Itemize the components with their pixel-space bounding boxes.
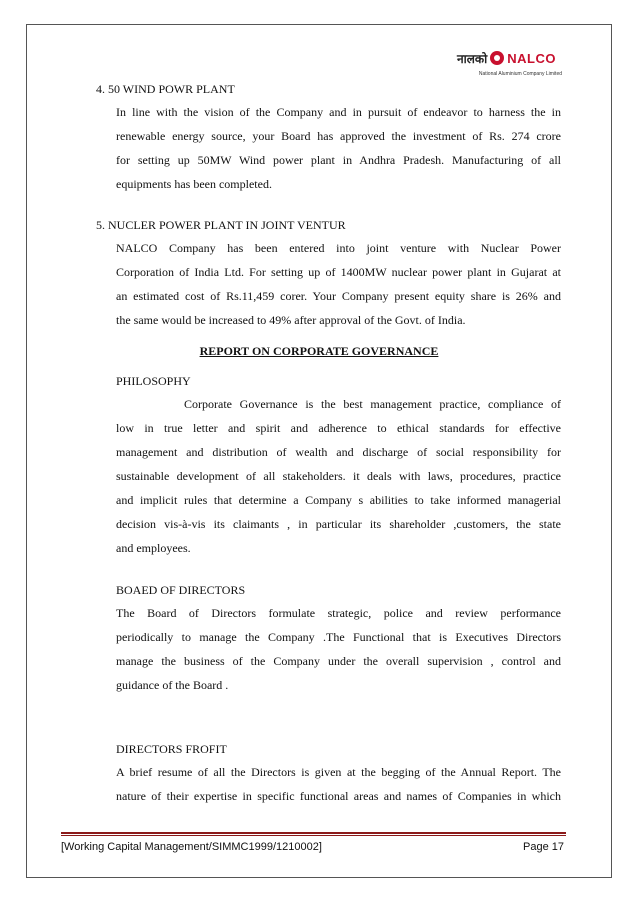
paragraph-line: NALCO Company has been entered into joint venture with Nuclear Power — [116, 241, 561, 255]
footer-page-number: Page 17 — [523, 841, 564, 853]
philosophy-heading: PHILOSOPHY — [116, 374, 191, 388]
logo-name: NALCO — [507, 50, 556, 66]
paragraph-line: and employees. — [116, 541, 191, 555]
paragraph-line: periodically to manage the Company .The Functional that is Executives Directors — [116, 630, 561, 644]
paragraph-line: A brief resume of all the Directors is given at the begging of the Annual Report. The — [116, 765, 561, 779]
paragraph-line: equipments has been completed. — [116, 177, 272, 191]
footer-divider — [61, 832, 566, 834]
paragraph-line: guidance of the Board . — [116, 678, 229, 692]
paragraph-line: The Board of Directors formulate strategic, police and review performance — [116, 606, 561, 620]
section-heading-wind: 4. 50 WIND POWR PLANT — [96, 82, 235, 96]
logo-hindi-text: नालको — [457, 51, 488, 66]
logo-subtitle: National Aluminium Company Limited — [478, 71, 562, 77]
paragraph-line: low in true letter and spirit and adherence to ethical standards for effective — [116, 421, 561, 435]
profit-heading: DIRECTORS FROFIT — [116, 742, 227, 756]
section-heading-nuclear: 5. NUCLER POWER PLANT IN JOINT VENTUR — [96, 218, 346, 232]
nalco-logo — [457, 48, 562, 82]
paragraph-line: sustainable development of all stakeholders. it deals with laws, procedures, practice — [116, 469, 561, 483]
paragraph-line: Corporation of India Ltd. For setting up of 1400MW nuclear power plant in Gujarat at — [116, 265, 561, 279]
footer-divider-thin — [61, 835, 566, 836]
paragraph-line: decision vis-à-vis its claimants , in particular its shareholder ,customers, the state — [116, 517, 561, 531]
paragraph-line: manage the business of the Company under the overall supervision , control and — [116, 654, 561, 668]
nalco-emblem-icon — [490, 51, 504, 65]
paragraph-line: an estimated cost of Rs.11,459 corer. Your Company present equity share is 26% and — [116, 289, 561, 303]
report-title: REPORT ON CORPORATE GOVERNANCE — [199, 344, 439, 358]
paragraph-line: nature of their expertise in specific functional areas and names of Companies in which — [116, 789, 561, 803]
paragraph-line: Corporate Governance is the best management practice, compliance of — [184, 397, 561, 411]
paragraph-line: the same would be increased to 49% after approval of the Govt. of India. — [116, 313, 466, 327]
footer-document-id: [Working Capital Management/SIMMC1999/1210002] — [61, 841, 322, 853]
board-heading: BOAED OF DIRECTORS — [116, 583, 246, 597]
paragraph-line: and implicit rules that determine a Company s abilities to take informed managerial — [116, 493, 561, 507]
paragraph-line: for setting up 50MW Wind power plant in Andhra Pradesh. Manufacturing of all — [116, 153, 561, 167]
paragraph-line: In line with the vision of the Company and in pursuit of endeavor to harness the in — [116, 105, 561, 119]
paragraph-line: management and distribution of wealth and discharge of social responsibility for — [116, 445, 561, 459]
paragraph-line: renewable energy source, your Board has approved the investment of Rs. 274 crore — [116, 129, 561, 143]
